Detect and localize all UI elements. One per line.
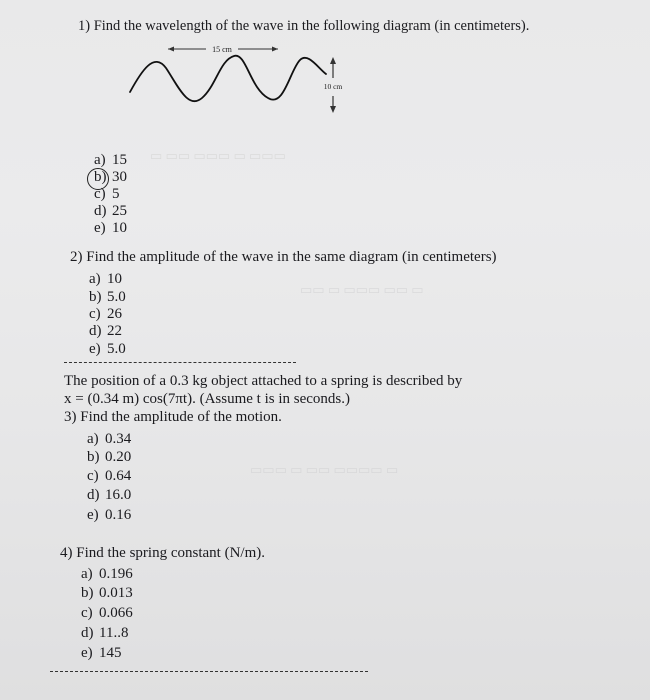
q4-option-a[interactable]: a) 0.196: [81, 566, 133, 582]
q2-option-b[interactable]: b) 5.0: [89, 289, 126, 305]
q4-option-b[interactable]: b) 0.013: [81, 585, 133, 601]
q2-option-e[interactable]: e) 5.0: [89, 341, 126, 357]
q1-stem: 1) Find the wavelength of the wave in the following diagram (in centimeters).: [78, 18, 530, 34]
amplitude-label: 10 cm: [323, 82, 343, 91]
q2-option-a[interactable]: a) 10: [89, 271, 122, 287]
q1-option-b[interactable]: b) 30: [94, 169, 127, 185]
spring-intro-line2: x = (0.34 m) cos(7πt). (Assume t is in seconds.): [64, 391, 350, 407]
q4-option-c[interactable]: c) 0.066: [81, 605, 133, 621]
q3-option-b[interactable]: b) 0.20: [87, 449, 132, 465]
q3-option-d[interactable]: d) 16.0: [87, 487, 132, 503]
wavelength-label: 15 cm: [212, 45, 232, 54]
q1-option-a[interactable]: a) 15: [94, 152, 127, 168]
q2-option-d[interactable]: d) 22: [89, 323, 122, 339]
section-divider: [50, 671, 368, 672]
q4-stem: 4) Find the spring constant (N/m).: [60, 545, 265, 561]
q2-option-c[interactable]: c) 26: [89, 306, 122, 322]
q1-option-d[interactable]: d) 25: [94, 203, 127, 219]
q2-stem: 2) Find the amplitude of the wave in the same diagram (in centimeters): [70, 249, 497, 265]
wave-curve: [130, 56, 326, 102]
wave-diagram: [128, 40, 358, 120]
q1-option-c[interactable]: c) 5: [94, 186, 120, 202]
q3-option-e[interactable]: e) 0.16: [87, 507, 132, 523]
bleed-through-shape: ▭ ▭▭ ▭▭▭ ▭ ▭▭▭: [150, 148, 286, 163]
q1-option-e[interactable]: e) 10: [94, 220, 127, 236]
spring-intro-line1: The position of a 0.3 kg object attached to a spring is described by: [64, 373, 463, 389]
q3-option-c[interactable]: c) 0.64: [87, 468, 132, 484]
q3-option-a[interactable]: a) 0.34: [87, 431, 132, 447]
q3-stem: 3) Find the amplitude of the motion.: [64, 409, 282, 425]
q4-option-d[interactable]: d) 11..8: [81, 625, 129, 641]
section-divider: [64, 362, 296, 363]
bleed-through-shape: ▭▭▭ ▭ ▭▭ ▭▭▭▭ ▭: [250, 462, 399, 477]
q4-option-e[interactable]: e) 145: [81, 645, 122, 661]
bleed-through-shape: ▭▭ ▭ ▭▭▭ ▭▭ ▭: [300, 282, 424, 297]
